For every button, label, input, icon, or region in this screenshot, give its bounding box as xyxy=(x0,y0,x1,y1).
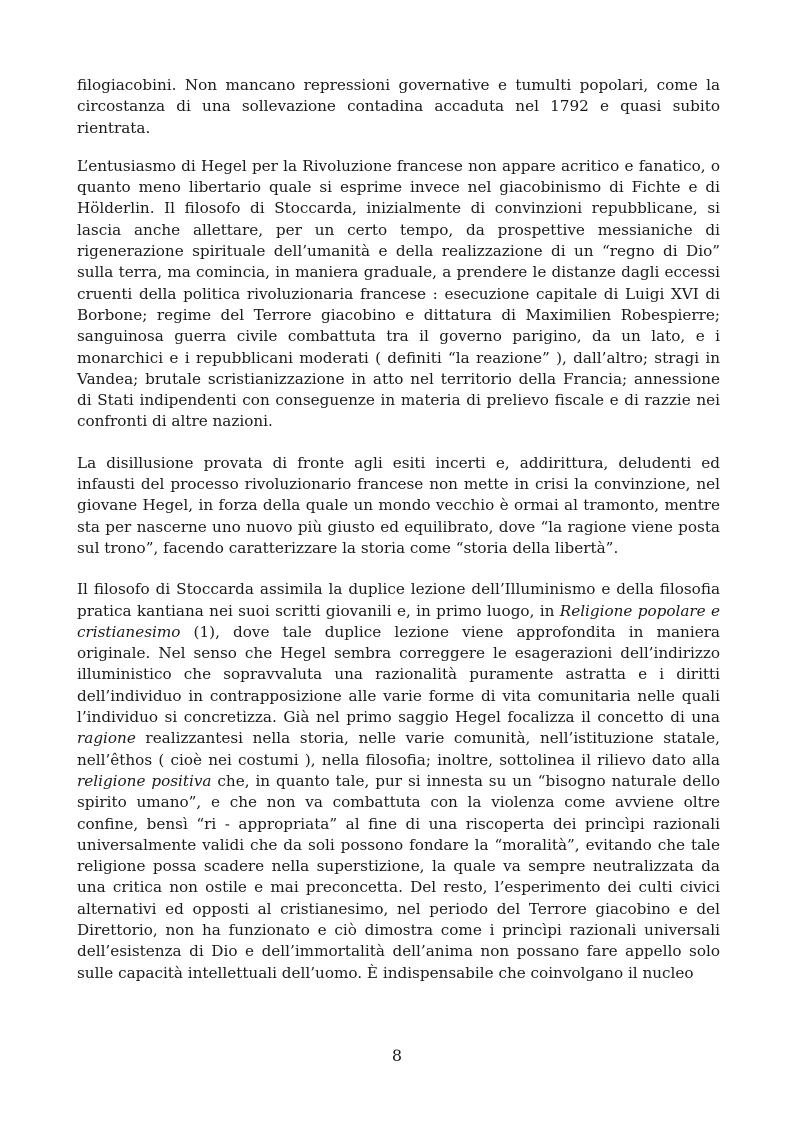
paragraph-1-text: filogiacobini. Non mancano repressioni governative e tumulti popolari, come la circostanza di una sollevazione contadina accaduta nel 1792 e quasi subito rientrata. xyxy=(77,76,720,137)
document-body xyxy=(77,75,720,1004)
paragraph-4-text-a: Il filosofo di Stoccarda assimila la duplice lezione dell’Illuminismo e della filosofia pratica kantiana nei suoi scritti giovanili e, in primo luogo, in xyxy=(77,580,720,620)
paragraph-4-text-b: (1), dove tale duplice lezione viene approfondita in maniera originale. Nel senso che Hegel sembra correggere le esagerazioni dell’indirizzo illuministico che sopravvaluta una razionalità puramente astratta e i diritti dell’individuo in contrapposizione alle varie forme di vita comunitaria nelle quali l’individuo si concretizza. Già nel primo saggio Hegel focalizza il concetto di una xyxy=(77,622,720,727)
term-religione-positiva-italic: religione positiva xyxy=(77,771,212,790)
term-ragione-italic: ragione xyxy=(77,729,136,748)
paragraph-4 xyxy=(77,579,720,984)
book-title-italic: Religione popolare e cristianesimo xyxy=(77,601,720,641)
paragraph-4-text-d: che, in quanto tale, pur si innesta su un “bisogno naturale dello spirito umano”, e che non va combattuta con la violenza come avviene oltre confine, bensì “ri - appropriata” al fine di una riscoperta dei princìpi razionali universalmente validi che da soli possono fondare la “moralità”, evitando che tale religione possa scadere nella superstizione, la quale va sempre neutralizzata da una critica non ostile e mai preconcetta. Del resto, l’esperimento dei culti civici alternativi ed opposti al cristianesimo, nel periodo del Terrore giacobino e del Direttorio, non ha funzionato e ciò dimostra come i princìpi razionali universali dell’esistenza di Dio e dell’immortalità dell’anima non possano fare appello solo sulle capacità intellettuali dell’uomo. È indispensabile che coinvolgano il nucleo xyxy=(77,771,720,982)
paragraph-1 xyxy=(77,75,720,139)
paragraph-2 xyxy=(77,156,720,433)
paragraph-3 xyxy=(77,453,720,559)
paragraph-2-text: L’entusiasmo di Hegel per la Rivoluzione francese non appare acritico e fanatico, o quanto meno libertario quale si esprime invece nel giacobinismo di Fichte e di Hölderlin. Il filosofo di Stoccarda, inizialmente di convinzioni repubblicane, si lascia anche allettare, per un certo tempo, da prospettive messianiche di rigenerazione spirituale dell’umanità e della realizzazione di un “regno di Dio” sulla terra, ma comincia, in maniera graduale, a prendere le distanze dagli eccessi cruenti della politica rivoluzionaria francese : esecuzione capitale di Luigi XVI di Borbone; regime del Terrore giacobino e dittatura di Maximilien Robespierre; sanguinosa guerra civile combattuta tra il governo parigino, da un lato, e i monarchici e i repubblicani moderati ( definiti “la reazione” ), dall’altro; stragi in Vandea; brutale scristianizzazione in atto nel territorio della Francia; annessione di Stati indipendenti con conseguenze in materia di prelievo fiscale e di razzie nei confronti di altre nazioni. xyxy=(77,156,720,431)
page-number: 8 xyxy=(391,1046,403,1065)
paragraph-3-text: La disillusione provata di fronte agli esiti incerti e, addirittura, deludenti ed infausti del processo rivoluzionario francese non mette in crisi la convinzione, nel giovane Hegel, in forza della quale un mondo vecchio è ormai al tramonto, mentre sta per nascerne uno nuovo più giusto ed equilibrato, dove “la ragione viene posta sul trono”, facendo caratterizzare la storia come “storia della libertà”. xyxy=(77,453,720,557)
paragraph-4-text-c: realizzantesi nella storia, nelle varie comunità, nell’istituzione statale, nell’êthos ( cioè nei costumi ), nella filosofia; inoltre, sottolinea il rilievo dato alla xyxy=(77,729,720,769)
